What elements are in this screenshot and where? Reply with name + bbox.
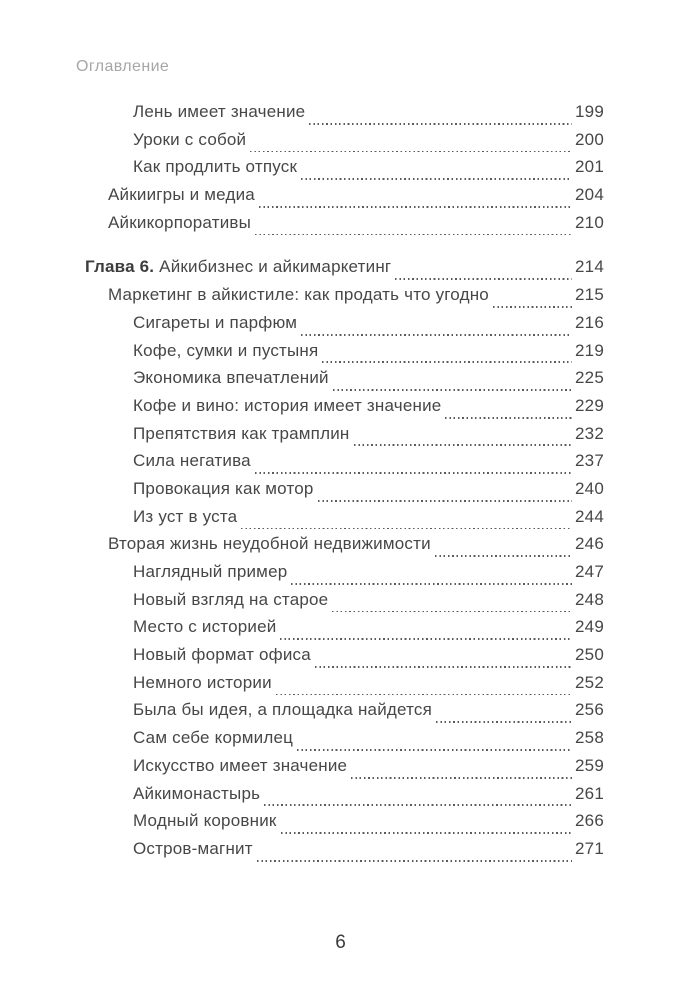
toc-entry-page: 266 [575, 811, 604, 831]
toc-entry-title: Экономика впечатлений [133, 368, 329, 388]
toc-entry [85, 590, 604, 618]
toc-entry [85, 213, 604, 241]
toc-entry-title: Сила негатива [133, 451, 251, 471]
toc-entry-page: 249 [575, 617, 604, 637]
toc-entry-title: Новый формат офиса [133, 645, 311, 665]
toc-entry [85, 368, 604, 396]
dot-leader [493, 306, 572, 308]
toc-entry [85, 313, 604, 341]
toc-entry-title: Из уст в уста [133, 506, 238, 526]
toc-entry-page: 247 [575, 562, 604, 581]
toc-entry [85, 285, 604, 313]
toc-entry [85, 341, 604, 369]
dot-leader [395, 278, 572, 280]
toc-entry-page: 237 [575, 451, 604, 471]
dot-leader [301, 334, 572, 336]
toc-entry [85, 102, 604, 130]
toc-entry-title: Вторая жизнь неудобной недвижимости [108, 534, 431, 554]
toc-entry-title: Кофе, сумки и пустыня [133, 340, 319, 360]
page-number: 6 [335, 932, 346, 953]
toc-entry-page: 256 [575, 700, 604, 720]
toc-entry [85, 534, 604, 562]
toc-entry-page: 261 [575, 783, 604, 803]
toc-entry-title: Маркетинг в айкистиле: как продать что угодно [108, 285, 489, 305]
dot-leader [322, 361, 572, 363]
toc-entry-title: Айкикорпоративы [108, 212, 252, 232]
dot-leader [354, 444, 573, 446]
toc-entry-title: Сам себе кормилец [133, 728, 294, 748]
dot-leader [241, 528, 572, 530]
toc-entry [85, 451, 604, 479]
toc-entry-title: Место с историей [133, 617, 277, 637]
toc-entry [85, 507, 604, 535]
toc-entry-page: 204 [575, 185, 604, 205]
toc-entry [85, 811, 604, 839]
toc-entry [85, 396, 604, 424]
toc-entry-title: Сигареты и парфюм [133, 312, 298, 332]
toc-entry-page: 244 [575, 506, 604, 526]
toc-entry-title: Уроки с собой [133, 129, 247, 149]
toc-entry-page: 271 [575, 838, 604, 858]
toc-entry-title: Искусство имеет значение [133, 755, 348, 775]
toc-entry-title: Айкиигры и медиа [108, 185, 255, 205]
toc-entry-title: Кофе и вино: история имеет значение [133, 395, 442, 415]
toc-entry [85, 673, 604, 701]
dot-leader [255, 472, 572, 474]
dot-leader [445, 417, 572, 419]
toc-entry-page: 225 [575, 368, 604, 388]
toc-entry-page: 201 [575, 157, 604, 177]
toc-entry-title: Была бы идея, а площадка найдется [133, 700, 433, 720]
toc-entry-page: 216 [575, 312, 604, 332]
toc-entry-page: 250 [575, 645, 604, 665]
toc-entry [85, 617, 604, 645]
toc-entry-title: Препятствия как трамплин [133, 423, 350, 443]
toc-entry [85, 784, 604, 812]
dot-leader [255, 234, 572, 236]
toc-entry-page: 246 [575, 534, 604, 554]
toc-entry-title: Айкимонастырь [133, 783, 261, 803]
toc-entry-title: Новый взгляд на старое [133, 589, 329, 609]
dot-leader [250, 151, 572, 153]
toc-entry [85, 839, 604, 867]
dot-leader [276, 694, 572, 696]
toc-entry [85, 424, 604, 452]
toc-entry-page: 199 [575, 102, 604, 121]
toc-entry [85, 562, 604, 590]
toc-entry [85, 130, 604, 158]
toc-entry-page: 229 [575, 395, 604, 415]
toc-entry-title: Наглядный пример [133, 562, 288, 581]
toc-entry-page: 240 [575, 478, 604, 498]
dot-leader [259, 206, 572, 208]
dot-leader [257, 860, 572, 862]
dot-leader [351, 777, 572, 779]
toc-entry [85, 185, 604, 213]
toc-entry-title: Провокация как мотор [133, 478, 314, 498]
toc-entry-title: Немного истории [133, 672, 272, 692]
toc-entry-page: 214 [575, 257, 604, 277]
dot-leader [435, 555, 572, 557]
toc-entry-title: Остров-магнит [133, 838, 253, 858]
toc-entry-page: 258 [575, 728, 604, 748]
toc-entry [85, 728, 604, 756]
dot-leader [318, 500, 572, 502]
toc-entry-page: 215 [575, 285, 604, 305]
toc-entry-title: Модный коровник [133, 811, 277, 831]
toc-entry [85, 257, 604, 285]
toc-entry [85, 645, 604, 673]
dot-leader [309, 123, 572, 125]
running-head: Оглавление [76, 58, 170, 75]
table-of-contents [85, 102, 604, 867]
toc-entry [85, 479, 604, 507]
dot-leader [297, 749, 572, 751]
dot-leader [333, 389, 572, 391]
toc-entry-title: Глава 6. Айкибизнес и айкимаркетинг [85, 257, 392, 277]
dot-leader [436, 721, 572, 723]
toc-entry-page: 219 [575, 340, 604, 360]
toc-entry-page: 210 [575, 212, 604, 232]
toc-entry [85, 700, 604, 728]
toc-entry-page: 259 [575, 755, 604, 775]
dot-leader [332, 611, 572, 613]
dot-leader [280, 638, 572, 640]
toc-entry-page: 252 [575, 672, 604, 692]
toc-entry-page: 248 [575, 589, 604, 609]
toc-entry [85, 756, 604, 784]
dot-leader [291, 583, 572, 585]
toc-chapter-prefix: Глава 6. [85, 257, 155, 277]
toc-entry-page: 200 [575, 129, 604, 149]
dot-leader [301, 178, 572, 180]
dot-leader [264, 804, 572, 806]
toc-entry-title: Лень имеет значение [133, 102, 306, 121]
dot-leader [315, 666, 572, 668]
dot-leader [281, 832, 573, 834]
toc-entry-page: 232 [575, 423, 604, 443]
toc-entry-title: Как продлить отпуск [133, 157, 298, 177]
toc-entry [85, 157, 604, 185]
